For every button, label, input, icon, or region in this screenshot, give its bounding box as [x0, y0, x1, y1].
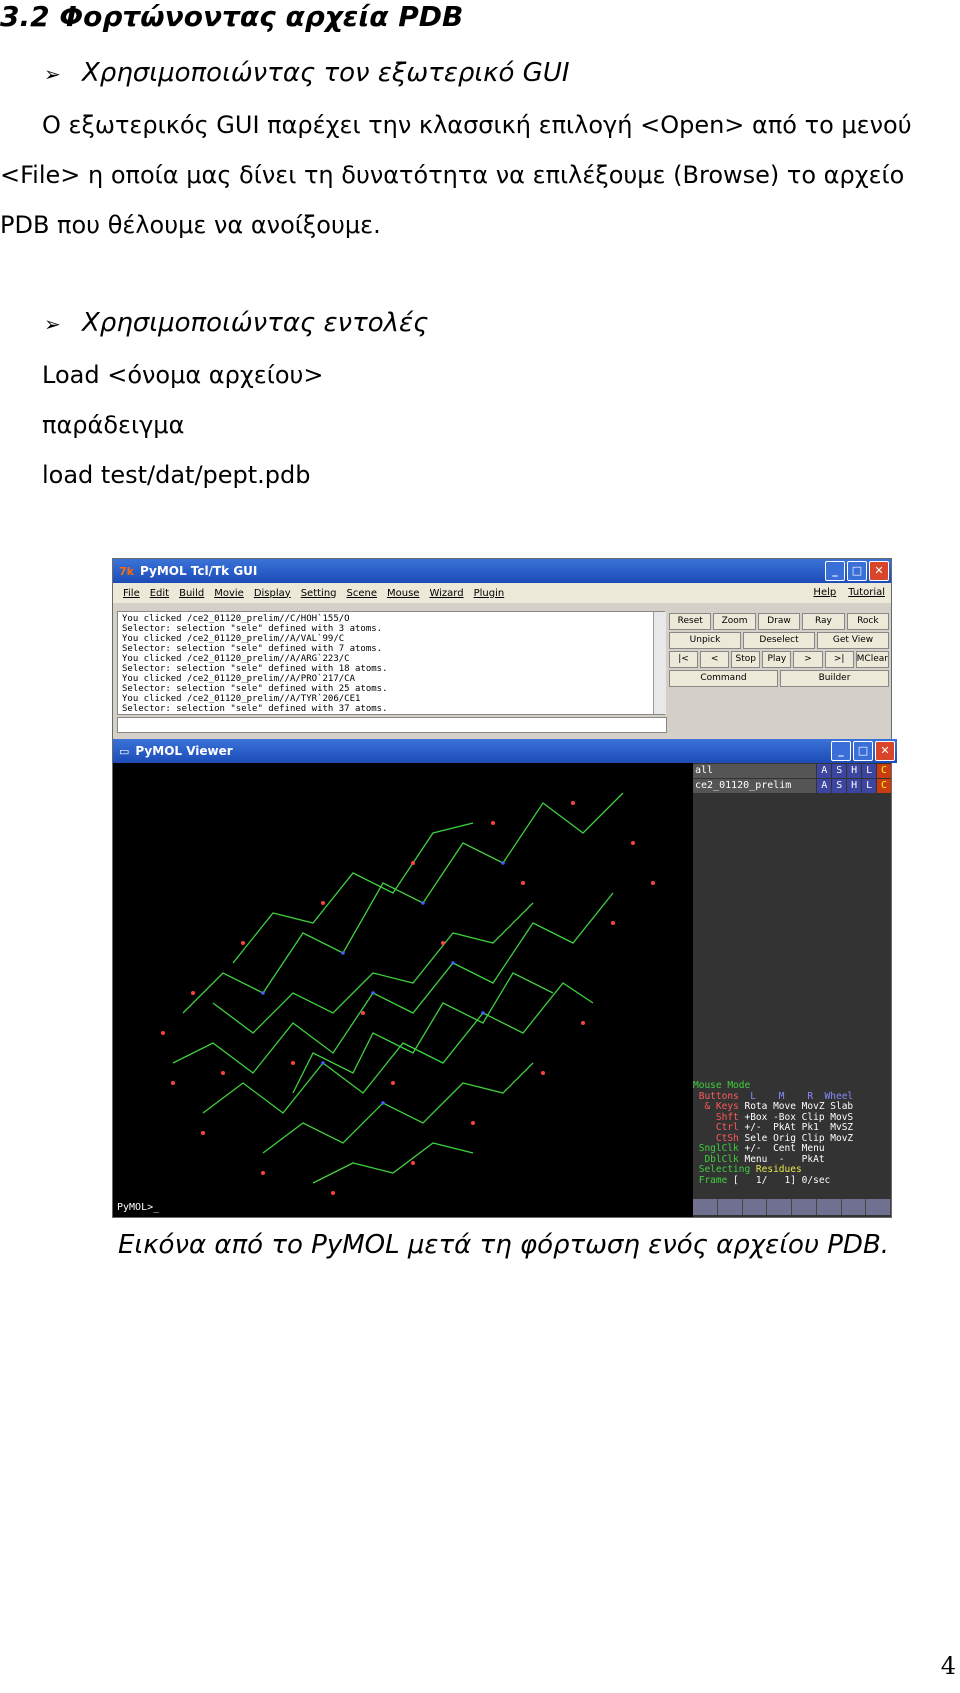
last-frame-button[interactable]: >| [825, 651, 854, 668]
minimize-icon[interactable]: _ [831, 741, 851, 761]
section-heading: 3.2 Φορτώνοντας αρχεία PDB [0, 0, 464, 33]
maximize-icon[interactable]: □ [853, 741, 873, 761]
gui-titlebar [113, 559, 891, 583]
object-row[interactable] [693, 778, 891, 793]
console-line: Selector: selection "sele" defined with 3 atoms. [122, 624, 383, 634]
control-buttons [669, 613, 889, 689]
show-button[interactable]: S [832, 779, 846, 793]
ray-button[interactable]: Ray [802, 613, 844, 630]
protein-structure-image [113, 763, 693, 1217]
close-icon[interactable]: ✕ [869, 561, 889, 581]
play-icon[interactable] [767, 1199, 792, 1215]
label-button[interactable]: L [862, 779, 876, 793]
paragraph-line: PDB που θέλουμε να ανοίξουμε. [0, 211, 381, 239]
command-button[interactable]: Command [669, 670, 778, 687]
menu-tutorial[interactable]: Tutorial [848, 587, 885, 598]
menu-setting[interactable]: Setting [300, 587, 337, 599]
forward-icon[interactable] [792, 1199, 817, 1215]
menu-scene[interactable]: Scene [346, 587, 378, 599]
bullet-commands [44, 308, 428, 338]
console-line: You clicked /ce2_01120_prelim//A/ARG`223/C [122, 654, 350, 664]
maximize-icon[interactable]: □ [847, 561, 867, 581]
viewer-title: PyMOL Viewer [135, 744, 233, 758]
console-output [117, 611, 665, 715]
gui-title: PyMOL Tcl/Tk GUI [139, 564, 258, 578]
console-line: You clicked /ce2_01120_prelim//A/VAL`99/C [122, 634, 345, 644]
play-button[interactable]: Play [762, 651, 791, 668]
figure-caption: Εικόνα από το PyMOL μετά τη φόρτωση ενός αρχείου PDB. [118, 1230, 890, 1260]
bullet-text: Χρησιμοποιώντας εντολές [82, 308, 429, 338]
menu-mouse[interactable]: Mouse [387, 587, 420, 599]
label-button[interactable]: L [862, 764, 876, 778]
playback-bar [693, 1199, 891, 1215]
example-label: παράδειγμα [42, 411, 185, 439]
action-button[interactable]: A [817, 779, 831, 793]
close-icon[interactable]: ✕ [875, 741, 895, 761]
menu-display[interactable]: Display [253, 587, 291, 599]
pymol-prompt[interactable]: PyMOL>_ [117, 1202, 160, 1213]
object-name[interactable]: ce2_01120_prelim [693, 779, 816, 793]
bullet-external-gui [44, 58, 570, 88]
unpick-button[interactable]: Unpick [669, 632, 741, 649]
show-button[interactable]: S [832, 764, 846, 778]
deselect-button[interactable]: Deselect [743, 632, 815, 649]
stop-icon[interactable] [743, 1199, 768, 1215]
rock-button[interactable]: Rock [847, 613, 889, 630]
color-button[interactable]: C [877, 764, 891, 778]
mouse-mode-panel: Mouse Mode Buttons L M R Wheel & Keys Rota Move MovZ Slab Shft +Box -Box Clip MovS Ctrl +/- PkAt Pk1 MvSZ CtSh Sele Orig Clip MovZ SnglClk +/- Cent Menu DblClk Menu - PkAt Selecting Residues Frame [ 1/ 1] 0/sec [693, 1080, 854, 1186]
load-syntax: Load <όνομα αρχείου> [42, 361, 324, 389]
gui-menubar [113, 583, 891, 603]
get-view-button[interactable]: Get View [817, 632, 889, 649]
arrow-bullet-icon: ➢ [44, 312, 61, 336]
menu-movie[interactable]: Movie [214, 587, 244, 599]
pymol-screenshot [112, 558, 892, 1218]
menu-edit[interactable]: Edit [149, 587, 170, 599]
menu-build[interactable]: Build [179, 587, 205, 599]
action-button[interactable]: A [817, 764, 831, 778]
tk-logo-icon: 7k [119, 564, 134, 578]
rewind-icon[interactable] [693, 1199, 718, 1215]
page-number: 4 [940, 1652, 956, 1680]
window-icon: ▭ [119, 744, 130, 758]
console-line: Selector: selection "sele" defined with 18 atoms. [122, 664, 388, 674]
menu-file[interactable]: File [123, 587, 140, 599]
menu-wizard[interactable]: Wizard [429, 587, 464, 599]
arrow-bullet-icon: ➢ [44, 62, 61, 86]
color-button[interactable]: C [877, 779, 891, 793]
object-name[interactable]: all [693, 764, 816, 778]
console-line: Selector: selection "sele" defined with 37 atoms. [122, 704, 388, 714]
stop-button[interactable]: Stop [731, 651, 760, 668]
menu-help[interactable]: Help [813, 587, 837, 598]
console-line: You clicked /ce2_01120_prelim//A/PRO`217/CA [122, 674, 355, 684]
menu-plugin[interactable]: Plugin [473, 587, 505, 599]
hide-button[interactable]: H [847, 764, 861, 778]
builder-button[interactable]: Builder [780, 670, 889, 687]
console-scrollbar[interactable] [653, 612, 666, 714]
object-panel [693, 763, 891, 1217]
paragraph-line: Ο εξωτερικός GUI παρέχει την κλασσική επιλογή <Open> από το μενού [42, 111, 912, 139]
mouse-mode-title: Mouse Mode [693, 1080, 751, 1091]
down-icon[interactable] [866, 1199, 891, 1215]
console-line: You clicked /ce2_01120_prelim//C/HOH`155/O [122, 614, 350, 624]
object-row[interactable] [693, 763, 891, 778]
s-icon[interactable] [842, 1199, 867, 1215]
reset-button[interactable]: Reset [669, 613, 711, 630]
draw-button[interactable]: Draw [758, 613, 800, 630]
mclear-button[interactable]: MClear [856, 651, 889, 668]
prev-frame-button[interactable]: < [700, 651, 729, 668]
viewer-titlebar [113, 739, 897, 763]
hide-button[interactable]: H [847, 779, 861, 793]
console-line: Selector: selection "sele" defined with 7 atoms. [122, 644, 383, 654]
zoom-button[interactable]: Zoom [713, 613, 755, 630]
first-frame-button[interactable]: |< [669, 651, 698, 668]
next-frame-button[interactable]: > [793, 651, 822, 668]
console-line: You clicked /ce2_01120_prelim//A/TYR`206/CE1 [122, 694, 361, 704]
minimize-icon[interactable]: _ [825, 561, 845, 581]
end-icon[interactable] [817, 1199, 842, 1215]
console-line: Selector: selection "sele" defined with 25 atoms. [122, 684, 388, 694]
bullet-text: Χρησιμοποιώντας τον εξωτερικό GUI [82, 58, 570, 88]
paragraph-line: <File> η οποία μας δίνει τη δυνατότητα να επιλέξουμε (Browse) το αρχείο [0, 161, 905, 189]
molecule-viewport[interactable] [113, 763, 693, 1217]
back-icon[interactable] [718, 1199, 743, 1215]
example-command: load test/dat/pept.pdb [42, 461, 311, 489]
command-input[interactable] [117, 717, 667, 733]
